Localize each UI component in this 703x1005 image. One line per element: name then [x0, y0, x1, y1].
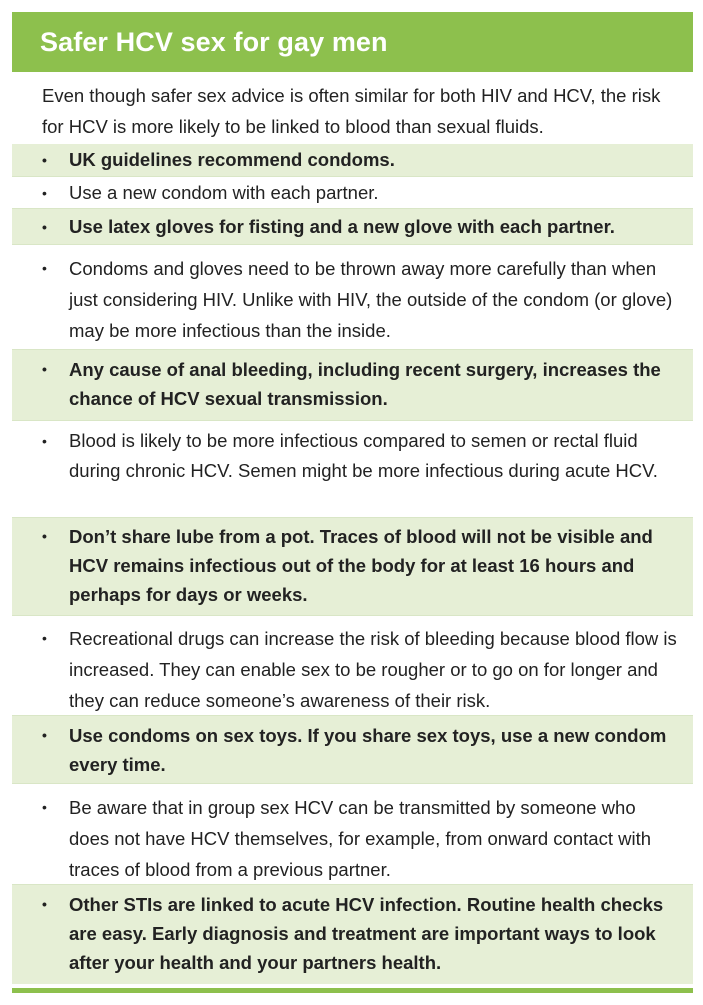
bullet-icon: • [42, 727, 47, 743]
list-item-text: Use a new condom with each partner. [69, 182, 379, 203]
bullet-icon: • [42, 361, 47, 377]
bullet-icon: • [42, 260, 47, 276]
list-item [12, 209, 693, 245]
bottom-divider [12, 988, 693, 993]
bullet-icon: • [42, 896, 47, 912]
intro-paragraph: Even though safer sex advice is often similar for both HIV and HCV, the risk for HCV is more likely to be linked to blood than sexual fluids. [42, 85, 661, 137]
bullet-icon: • [42, 152, 47, 168]
list-item-text: Recreational drugs can increase the risk of bleeding because blood flow is increased. They can enable sex to be rougher or to go on for longer and they can reduce someone’s awareness of their risk. [69, 628, 677, 711]
list-item-text: Use latex gloves for fisting and a new glove with each partner. [69, 216, 615, 237]
bullet-icon: • [42, 219, 47, 235]
list-item-text: Use condoms on sex toys. If you share sex toys, use a new condom every time. [69, 725, 667, 775]
list-item [12, 518, 693, 616]
bullet-icon: • [42, 799, 47, 815]
bullet-list [12, 144, 693, 984]
list-item [12, 616, 693, 716]
list-item-text: Blood is likely to be more infectious compared to semen or rectal fluid during chronic HCV. Semen might be more infectious during acute HCV. [69, 430, 658, 481]
bullet-icon: • [42, 185, 47, 201]
list-item [12, 350, 693, 421]
bullet-icon: • [42, 528, 47, 544]
list-item [12, 144, 693, 177]
list-item-text: Be aware that in group sex HCV can be transmitted by someone who does not have HCV themselves, for example, from onward contact with traces of blood from a previous partner. [69, 797, 651, 880]
list-item-text: Don’t share lube from a pot. Traces of blood will not be visible and HCV remains infectious out of the body for at least 16 hours and perhaps for days or weeks. [69, 526, 653, 605]
list-item [12, 245, 693, 350]
list-item-text: UK guidelines recommend condoms. [69, 149, 395, 170]
list-item-text: Condoms and gloves need to be thrown away more carefully than when just considering HIV. Unlike with HIV, the outside of the condom (or glove) may be more infectious than the inside. [69, 258, 673, 341]
bullet-icon: • [42, 433, 47, 449]
list-item-text: Other STIs are linked to acute HCV infection. Routine health checks are easy. Early diagnosis and treatment are important ways to look after your health and your partners health. [69, 894, 664, 973]
list-item [12, 885, 693, 984]
list-item [12, 421, 693, 518]
list-item-text: Any cause of anal bleeding, including recent surgery, increases the chance of HCV sexual transmission. [69, 359, 661, 409]
list-item [12, 177, 693, 209]
info-box [12, 12, 693, 984]
page-title: Safer HCV sex for gay men [40, 26, 388, 57]
list-item [12, 784, 693, 885]
title-bar [12, 12, 693, 72]
bullet-icon: • [42, 630, 47, 646]
list-item [12, 716, 693, 784]
